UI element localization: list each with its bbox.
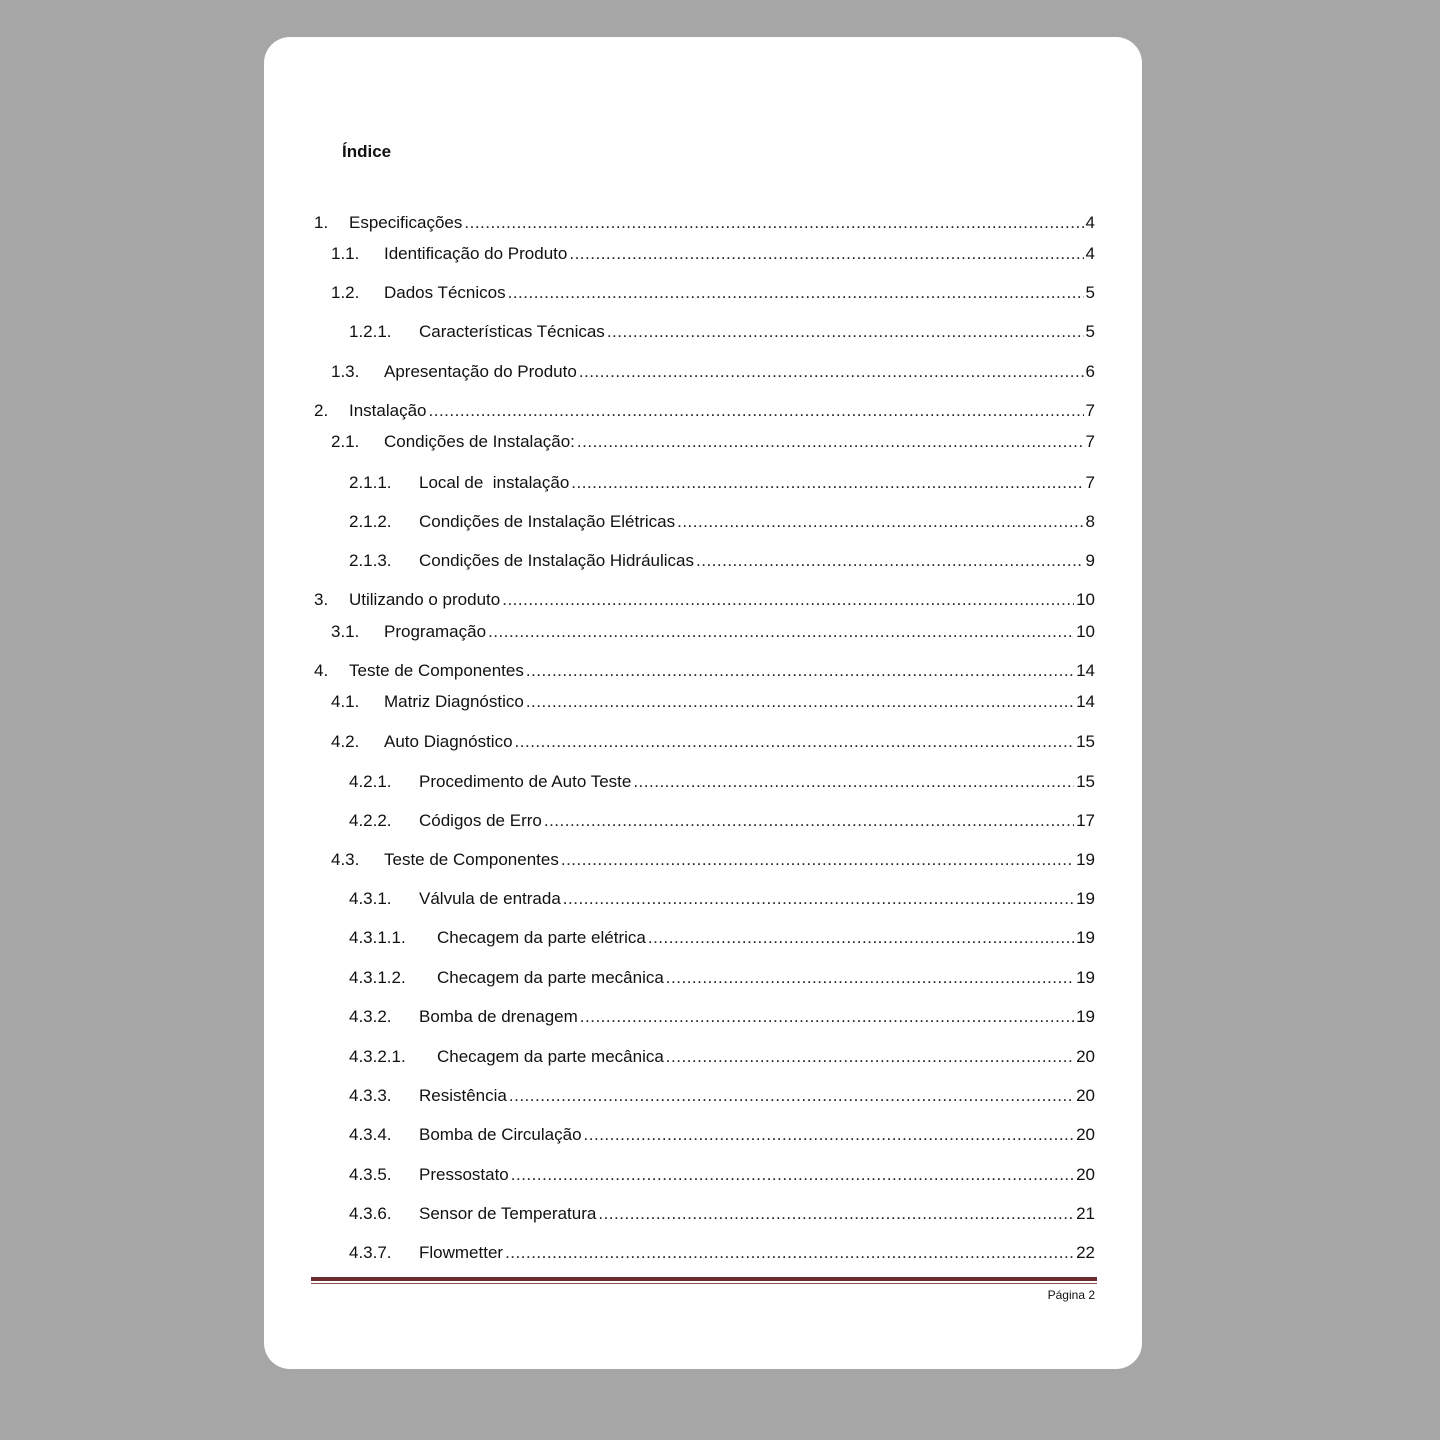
toc-entry: [264, 888, 1142, 910]
toc-entry: [264, 731, 1142, 753]
toc-entry: [264, 511, 1142, 533]
toc-entry: [264, 472, 1142, 494]
toc-entry-page: 10: [1076, 622, 1095, 641]
toc-entry-number: 4.3.1.1.: [349, 928, 406, 947]
toc-entry-link[interactable]: [384, 282, 1095, 304]
toc-entry-page: 17: [1076, 811, 1095, 830]
toc-entry-page: 19: [1076, 968, 1095, 987]
dot-leader: [563, 888, 1074, 910]
toc-entry-number: 4.3.5.: [349, 1165, 392, 1184]
toc-entry-link[interactable]: [384, 731, 1095, 753]
toc-entry: [264, 810, 1142, 832]
toc-entry-link[interactable]: [419, 1006, 1095, 1028]
dot-leader: [648, 927, 1074, 949]
dot-leader: [607, 321, 1084, 343]
toc-entry: [264, 1203, 1142, 1225]
dot-leader: [666, 1046, 1074, 1068]
toc-entry-label: Condições de Instalação Elétricas: [419, 512, 676, 531]
page-number-footer: Página 2: [1047, 1288, 1095, 1302]
toc-entry-number: 4.2.1.: [349, 772, 392, 791]
toc-entry: [264, 849, 1142, 871]
toc-entry-link[interactable]: [437, 927, 1095, 949]
toc-entry-link[interactable]: [419, 1203, 1095, 1225]
toc-entry: [264, 321, 1142, 343]
toc-entry-label: Condições de Instalação Hidráulicas: [419, 551, 694, 570]
toc-entry-number: 3.1.: [331, 622, 360, 641]
toc-entry-page: 6: [1085, 362, 1095, 381]
toc-entry-page: 4: [1085, 244, 1095, 263]
toc-entry-number: 2.1.2.: [349, 512, 392, 531]
toc-entry-link[interactable]: [419, 1085, 1095, 1107]
toc-entry-label: Bomba de Circulação: [419, 1125, 582, 1144]
toc-entry-page: 5: [1085, 322, 1095, 341]
toc-entry-number: 4.2.2.: [349, 811, 392, 830]
toc-entry-number: 1.: [314, 213, 329, 232]
toc-entry-link[interactable]: [437, 967, 1095, 989]
toc-entry-link[interactable]: [349, 212, 1095, 234]
toc-entry: [264, 550, 1142, 572]
toc-entry-link[interactable]: [419, 1164, 1095, 1186]
toc-entry-number: 4.3.2.: [349, 1007, 392, 1026]
dot-leader: [598, 1203, 1074, 1225]
toc-entry-link[interactable]: [349, 400, 1095, 422]
dot-leader: [577, 431, 1084, 453]
toc-entry-label: Flowmetter: [419, 1243, 504, 1262]
toc-entry-label: Checagem da parte elétrica: [437, 928, 646, 947]
toc-entry-page: 4: [1085, 213, 1095, 232]
toc-entry-page: 9: [1085, 551, 1095, 570]
dot-leader: [584, 1124, 1075, 1146]
toc-entry: [264, 282, 1142, 304]
toc-entry-page: 5: [1085, 283, 1095, 302]
toc-entry-label: Procedimento de Auto Teste: [419, 772, 632, 791]
dot-leader: [677, 511, 1083, 533]
toc-entry-link[interactable]: [437, 1046, 1095, 1068]
toc-entry: [264, 660, 1142, 682]
toc-entry-number: 1.3.: [331, 362, 360, 381]
toc-entry-link[interactable]: [419, 472, 1095, 494]
toc-entry-label: Identificação do Produto: [384, 244, 568, 263]
toc-entry-label: Válvula de entrada: [419, 889, 561, 908]
toc-entry: [264, 1124, 1142, 1146]
toc-entry-link[interactable]: [419, 888, 1095, 910]
toc-entry-page: 14: [1076, 661, 1095, 680]
toc-entry-number: 4.3.1.: [349, 889, 392, 908]
toc-entry-label: Códigos de Erro: [419, 811, 542, 830]
dot-leader: [526, 660, 1074, 682]
toc-entry-number: 4.3.1.2.: [349, 968, 406, 987]
toc-entry-link[interactable]: [349, 589, 1095, 611]
toc-entry-page: 15: [1076, 772, 1095, 791]
toc-entry: [264, 589, 1142, 611]
toc-entry: [264, 1006, 1142, 1028]
toc-entry-label: Apresentação do Produto: [384, 362, 577, 381]
toc-entry-number: 4.1.: [331, 692, 360, 711]
toc-entry-page: 20: [1076, 1086, 1095, 1105]
toc-entry-label: Pressostato: [419, 1165, 509, 1184]
dot-leader: [526, 691, 1074, 713]
dot-leader: [511, 1164, 1074, 1186]
dot-leader: [633, 771, 1074, 793]
toc-entry-page: 20: [1076, 1165, 1095, 1184]
dot-leader: [580, 1006, 1074, 1028]
toc-entry-label: Checagem da parte mecânica: [437, 968, 664, 987]
toc-entry: [264, 621, 1142, 643]
toc-entry-label: Utilizando o produto: [349, 590, 501, 609]
toc-entry-number: 4.3.3.: [349, 1086, 392, 1105]
toc-entry-label: Resistência: [419, 1086, 507, 1105]
dot-leader: [429, 400, 1084, 422]
toc-entry-number: 4.2.: [331, 732, 360, 751]
dot-leader: [696, 550, 1084, 572]
toc-entry-number: 2.1.3.: [349, 551, 392, 570]
toc-entry-label: Local de instalação: [419, 473, 570, 492]
toc-entry-label: Checagem da parte mecânica: [437, 1047, 664, 1066]
toc-entry-label: Dados Técnicos: [384, 283, 506, 302]
dot-leader: [571, 472, 1083, 494]
toc-entry-page: 14: [1076, 692, 1095, 711]
dot-leader: [502, 589, 1074, 611]
toc-entry-label: Instalação: [349, 401, 427, 420]
dot-leader: [561, 849, 1074, 871]
toc-entry-page: 7: [1085, 473, 1095, 492]
toc-entry-number: 1.2.1.: [349, 322, 392, 341]
toc-entry-number: 3.: [314, 590, 329, 609]
toc-entry: [264, 212, 1142, 234]
toc-entry-label: Matriz Diagnóstico: [384, 692, 524, 711]
document-page: [264, 37, 1142, 1369]
dot-leader: [508, 282, 1084, 304]
toc-entry-link[interactable]: [419, 1242, 1095, 1264]
toc-entry-page: 19: [1076, 928, 1095, 947]
toc-entry: [264, 243, 1142, 265]
toc-entry-number: 4.3.7.: [349, 1243, 392, 1262]
toc-entry-label: Especificações: [349, 213, 463, 232]
toc-entry-label: Programação: [384, 622, 487, 641]
dot-leader: [488, 621, 1074, 643]
toc-entry-link[interactable]: [419, 810, 1095, 832]
toc-entry: [264, 400, 1142, 422]
toc-entry-link[interactable]: [419, 550, 1095, 572]
dot-leader: [505, 1242, 1074, 1264]
toc-entry-label: Condições de Instalação:: [384, 432, 575, 451]
toc-entry: [264, 1046, 1142, 1068]
toc-entry-link[interactable]: [419, 1124, 1095, 1146]
footer-rule-thin: [311, 1283, 1097, 1284]
toc-entry: [264, 361, 1142, 383]
toc-entry-link[interactable]: [419, 321, 1095, 343]
toc-entry-link[interactable]: [384, 691, 1095, 713]
toc-entry: [264, 771, 1142, 793]
toc-entry: [264, 431, 1142, 453]
dot-leader: [515, 731, 1075, 753]
toc-entry: [264, 1164, 1142, 1186]
toc-entry-number: 4.3.4.: [349, 1125, 392, 1144]
dot-leader: [666, 967, 1074, 989]
toc-entry-number: 1.1.: [331, 244, 360, 263]
toc-entry-label: Auto Diagnóstico: [384, 732, 513, 751]
toc-entry-label: Teste de Componentes: [384, 850, 559, 869]
toc-entry-number: 4.: [314, 661, 329, 680]
footer-rule: [311, 1277, 1097, 1281]
toc-entry-link[interactable]: [384, 431, 1095, 453]
toc-entry-page: 8: [1085, 512, 1095, 531]
toc-entry-page: 20: [1076, 1125, 1095, 1144]
toc-entry-number: 2.1.1.: [349, 473, 392, 492]
toc-entry-label: Sensor de Temperatura: [419, 1204, 597, 1223]
toc-entry-page: 7: [1085, 432, 1095, 451]
toc-entry-page: 22: [1076, 1243, 1095, 1262]
dot-leader: [569, 243, 1083, 265]
toc-entry-page: 15: [1076, 732, 1095, 751]
dot-leader: [579, 361, 1084, 383]
toc-entry-page: 19: [1076, 1007, 1095, 1026]
toc-entry-number: 4.3.6.: [349, 1204, 392, 1223]
toc-entry: [264, 1085, 1142, 1107]
toc-entry-link[interactable]: [384, 243, 1095, 265]
toc-entry-page: 7: [1085, 401, 1095, 420]
toc-entry: [264, 691, 1142, 713]
toc-entry-label: Características Técnicas: [419, 322, 605, 341]
toc-entry-number: 2.: [314, 401, 329, 420]
toc-entry-number: 1.2.: [331, 283, 360, 302]
toc-entry: [264, 967, 1142, 989]
toc-entry-label: Teste de Componentes: [349, 661, 524, 680]
toc-entry-label: Bomba de drenagem: [419, 1007, 578, 1026]
dot-leader: [464, 212, 1083, 234]
toc-title: Índice: [342, 142, 392, 161]
toc-entry-link[interactable]: [384, 849, 1095, 871]
toc-entry-page: 10: [1076, 590, 1095, 609]
toc-entry-link[interactable]: [419, 771, 1095, 793]
toc-entry-page: 20: [1076, 1047, 1095, 1066]
toc-entry-link[interactable]: [349, 660, 1095, 682]
toc-entry-link[interactable]: [384, 621, 1095, 643]
toc-entry-link[interactable]: [384, 361, 1095, 383]
toc-entry-page: 19: [1076, 850, 1095, 869]
toc-entry: [264, 927, 1142, 949]
dot-leader: [509, 1085, 1074, 1107]
dot-leader: [544, 810, 1074, 832]
toc-entry: [264, 1242, 1142, 1264]
toc-entry-number: 4.3.2.1.: [349, 1047, 406, 1066]
toc-entry-page: 21: [1076, 1204, 1095, 1223]
toc-entry-page: 19: [1076, 889, 1095, 908]
toc-entry-link[interactable]: [419, 511, 1095, 533]
toc-entry-number: 4.3.: [331, 850, 360, 869]
toc-entry-number: 2.1.: [331, 432, 360, 451]
